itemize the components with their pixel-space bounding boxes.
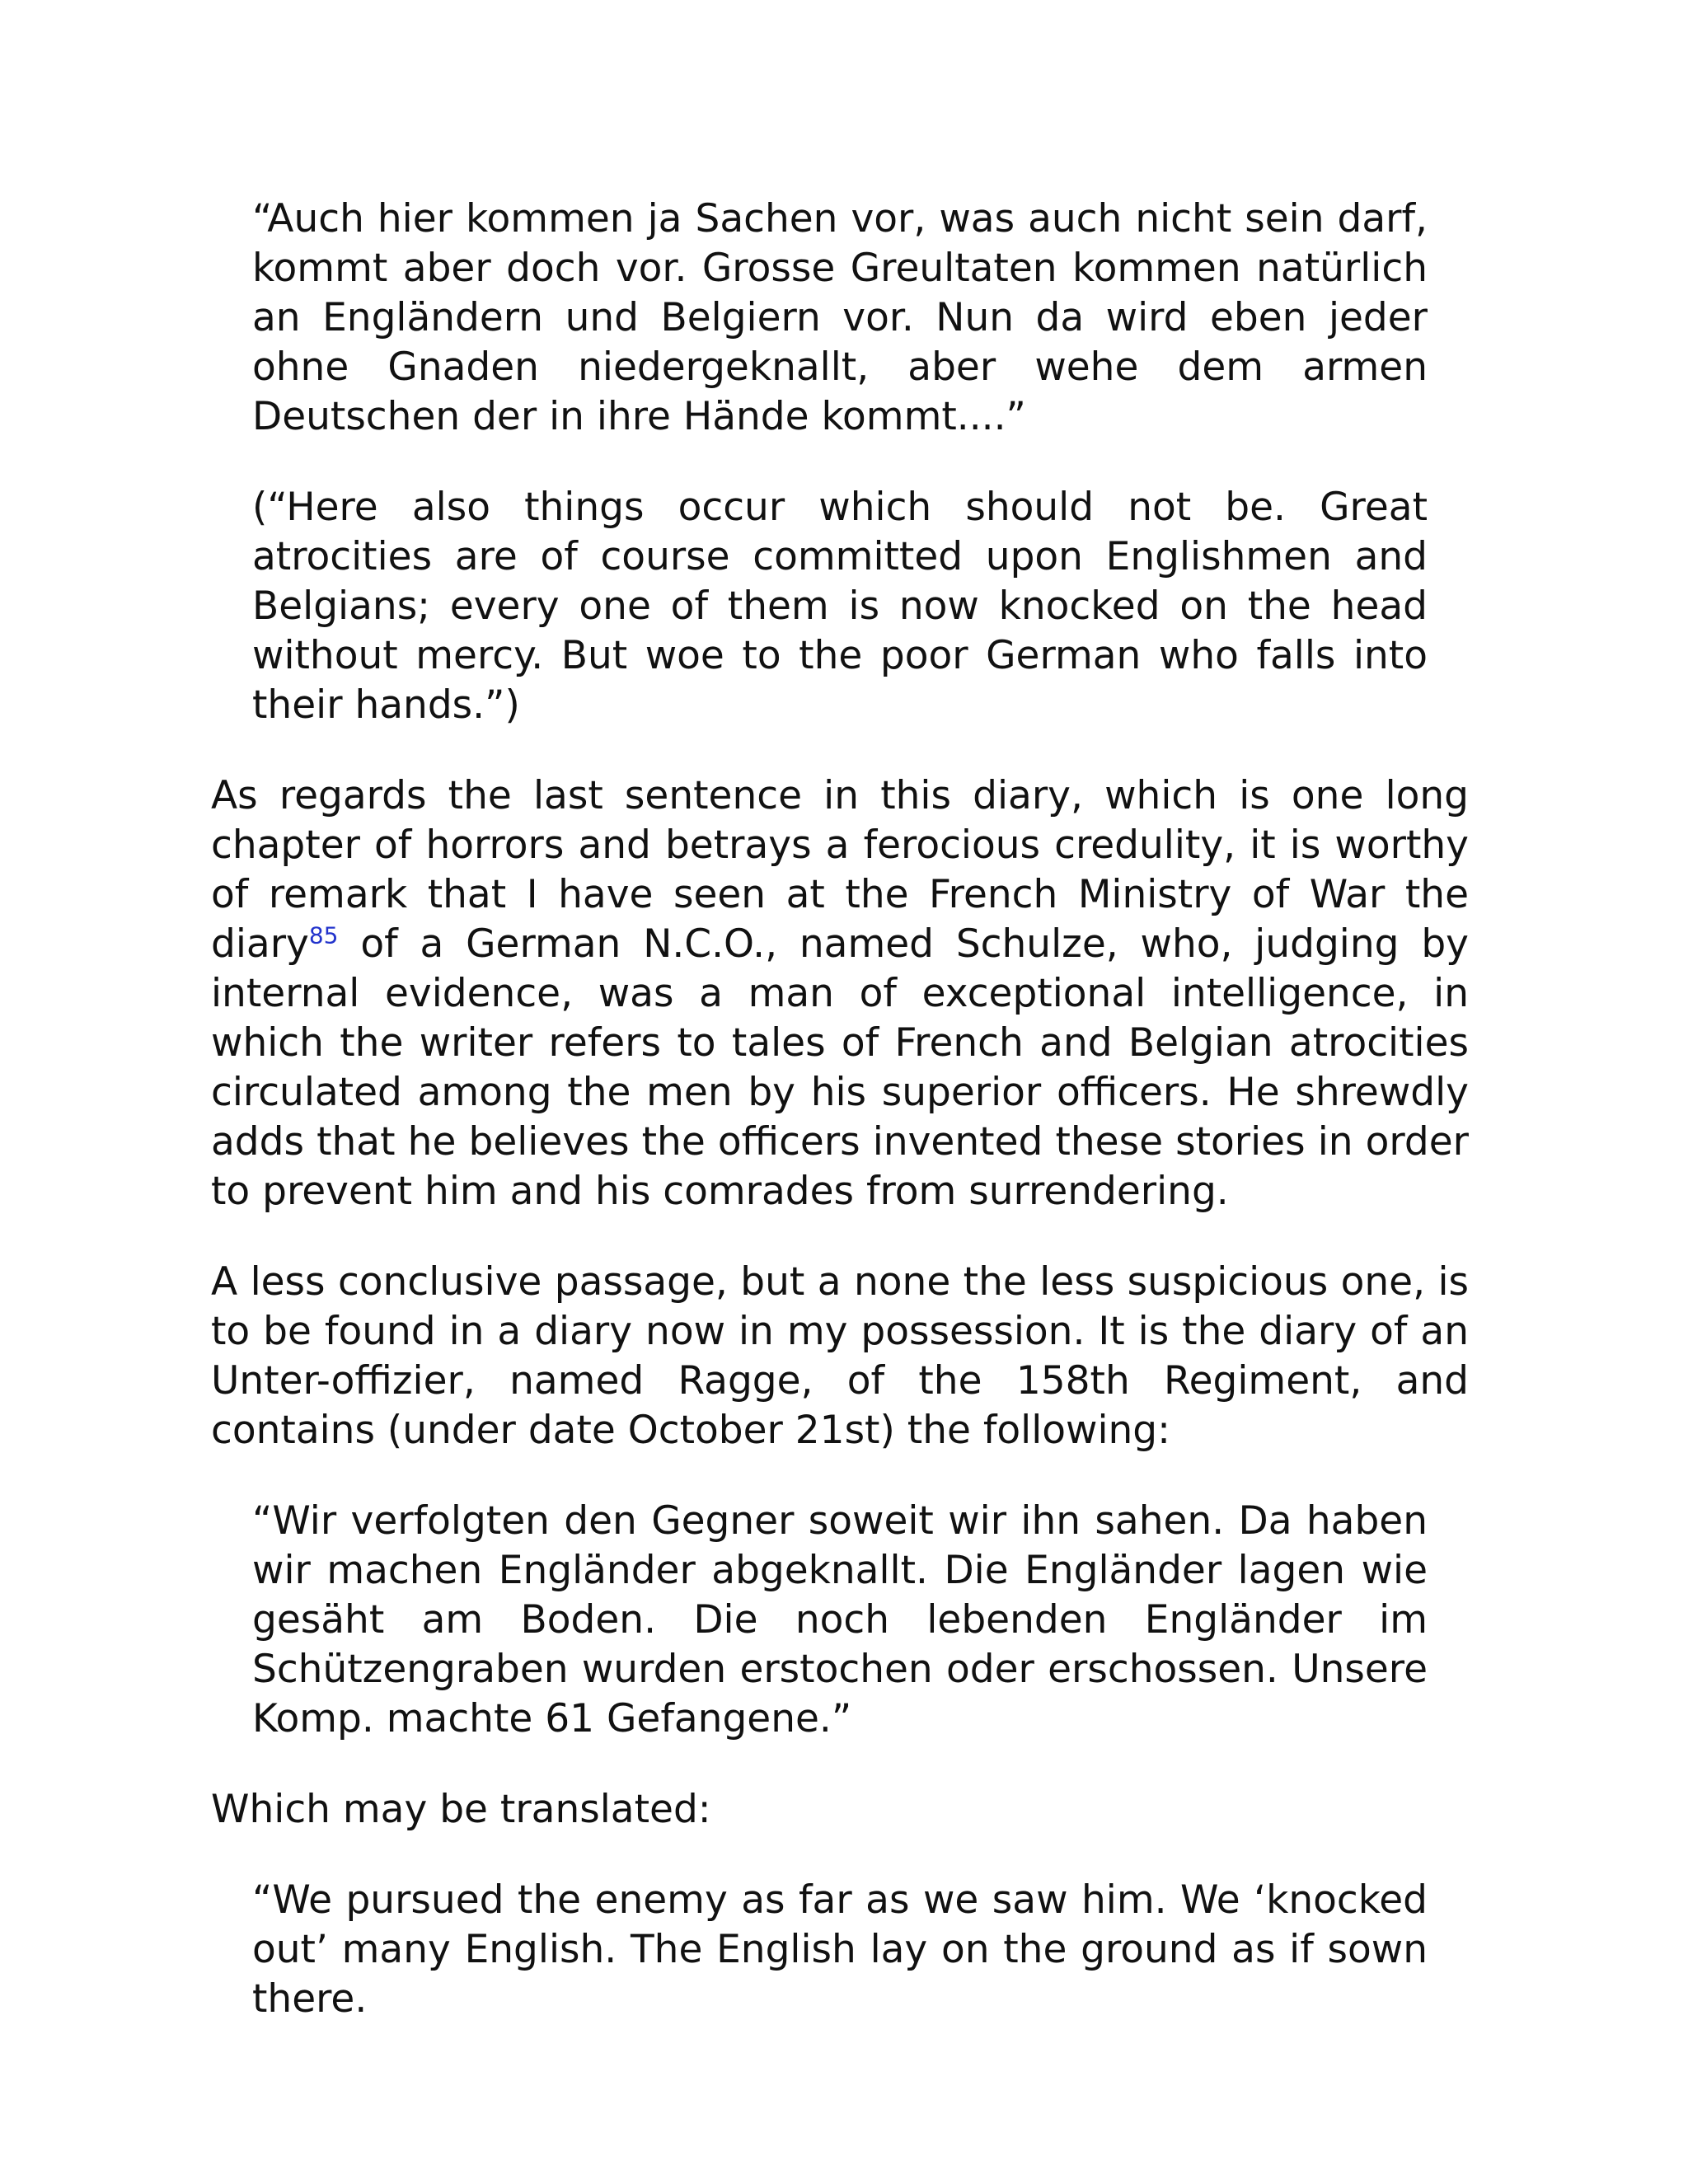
english-translation-2: “We pursued the enemy as far as we saw him. We ‘knocked out’ many English. The English lay on the ground as if sown there. [252,1877,1428,2022]
body-text-before-footnote: As regards the last sentence in this diary, which is one long chapter of horrors and betrays a ferocious credulity, it is worthy of remark that I have seen at the French Ministry of War the diary [211,773,1469,967]
english-translation-1: (“Here also things occur which should not be. Great atrocities are of course committed upon Englishmen and Belgians; every one of them is now knocked on the head without mercy. But woe to the poor German who falls into their hands.”) [252,485,1428,728]
translation-intro: Which may be translated: [211,1787,711,1832]
body-paragraph-ragge: A less conclusive passage, but a none the less suspicious one, is to be found in a diary now in my possession. It is the diary of an Unter-offizier, named Ragge, of the 158th Regiment, and contains (under date October 21st) the following: [211,1259,1469,1453]
german-quote-2: “Wir verfolgten den Gegner soweit wir ihn sahen. Da haben wir machen Engländer abgeknallt. Die Engländer lagen wie gesäht am Boden. Die noch lebenden Engländer im Schützengraben wurden erstochen oder erschossen. Unsere Komp. machte 61 Gefangene.” [252,1498,1428,1741]
german-quote-1: “Auch hier kommen ja Sachen vor, was auch nicht sein darf, kommt aber doch vor. Grosse Greultaten kommen natürlich an Engländern und Belgiern vor. Nun da wird eben jeder ohne Gnaden niedergeknallt, aber wehe dem armen Deutschen der in ihre Hände kommt....” [252,196,1428,439]
document-page [211,194,1469,2065]
body-paragraph-schulze [211,771,1469,1216]
footnote-link-85[interactable]: 85 [308,921,339,949]
body-text-after-footnote: of a German N.C.O., named Schulze, who, judging by internal evidence, was a man of exceptional intelligence, in which the writer refers to tales of French and Belgian atrocities circulated among the men by his superior officers. He shrewdly adds that he believes the officers invented these stories in order to prevent him and his comrades from surrendering. [211,921,1469,1214]
